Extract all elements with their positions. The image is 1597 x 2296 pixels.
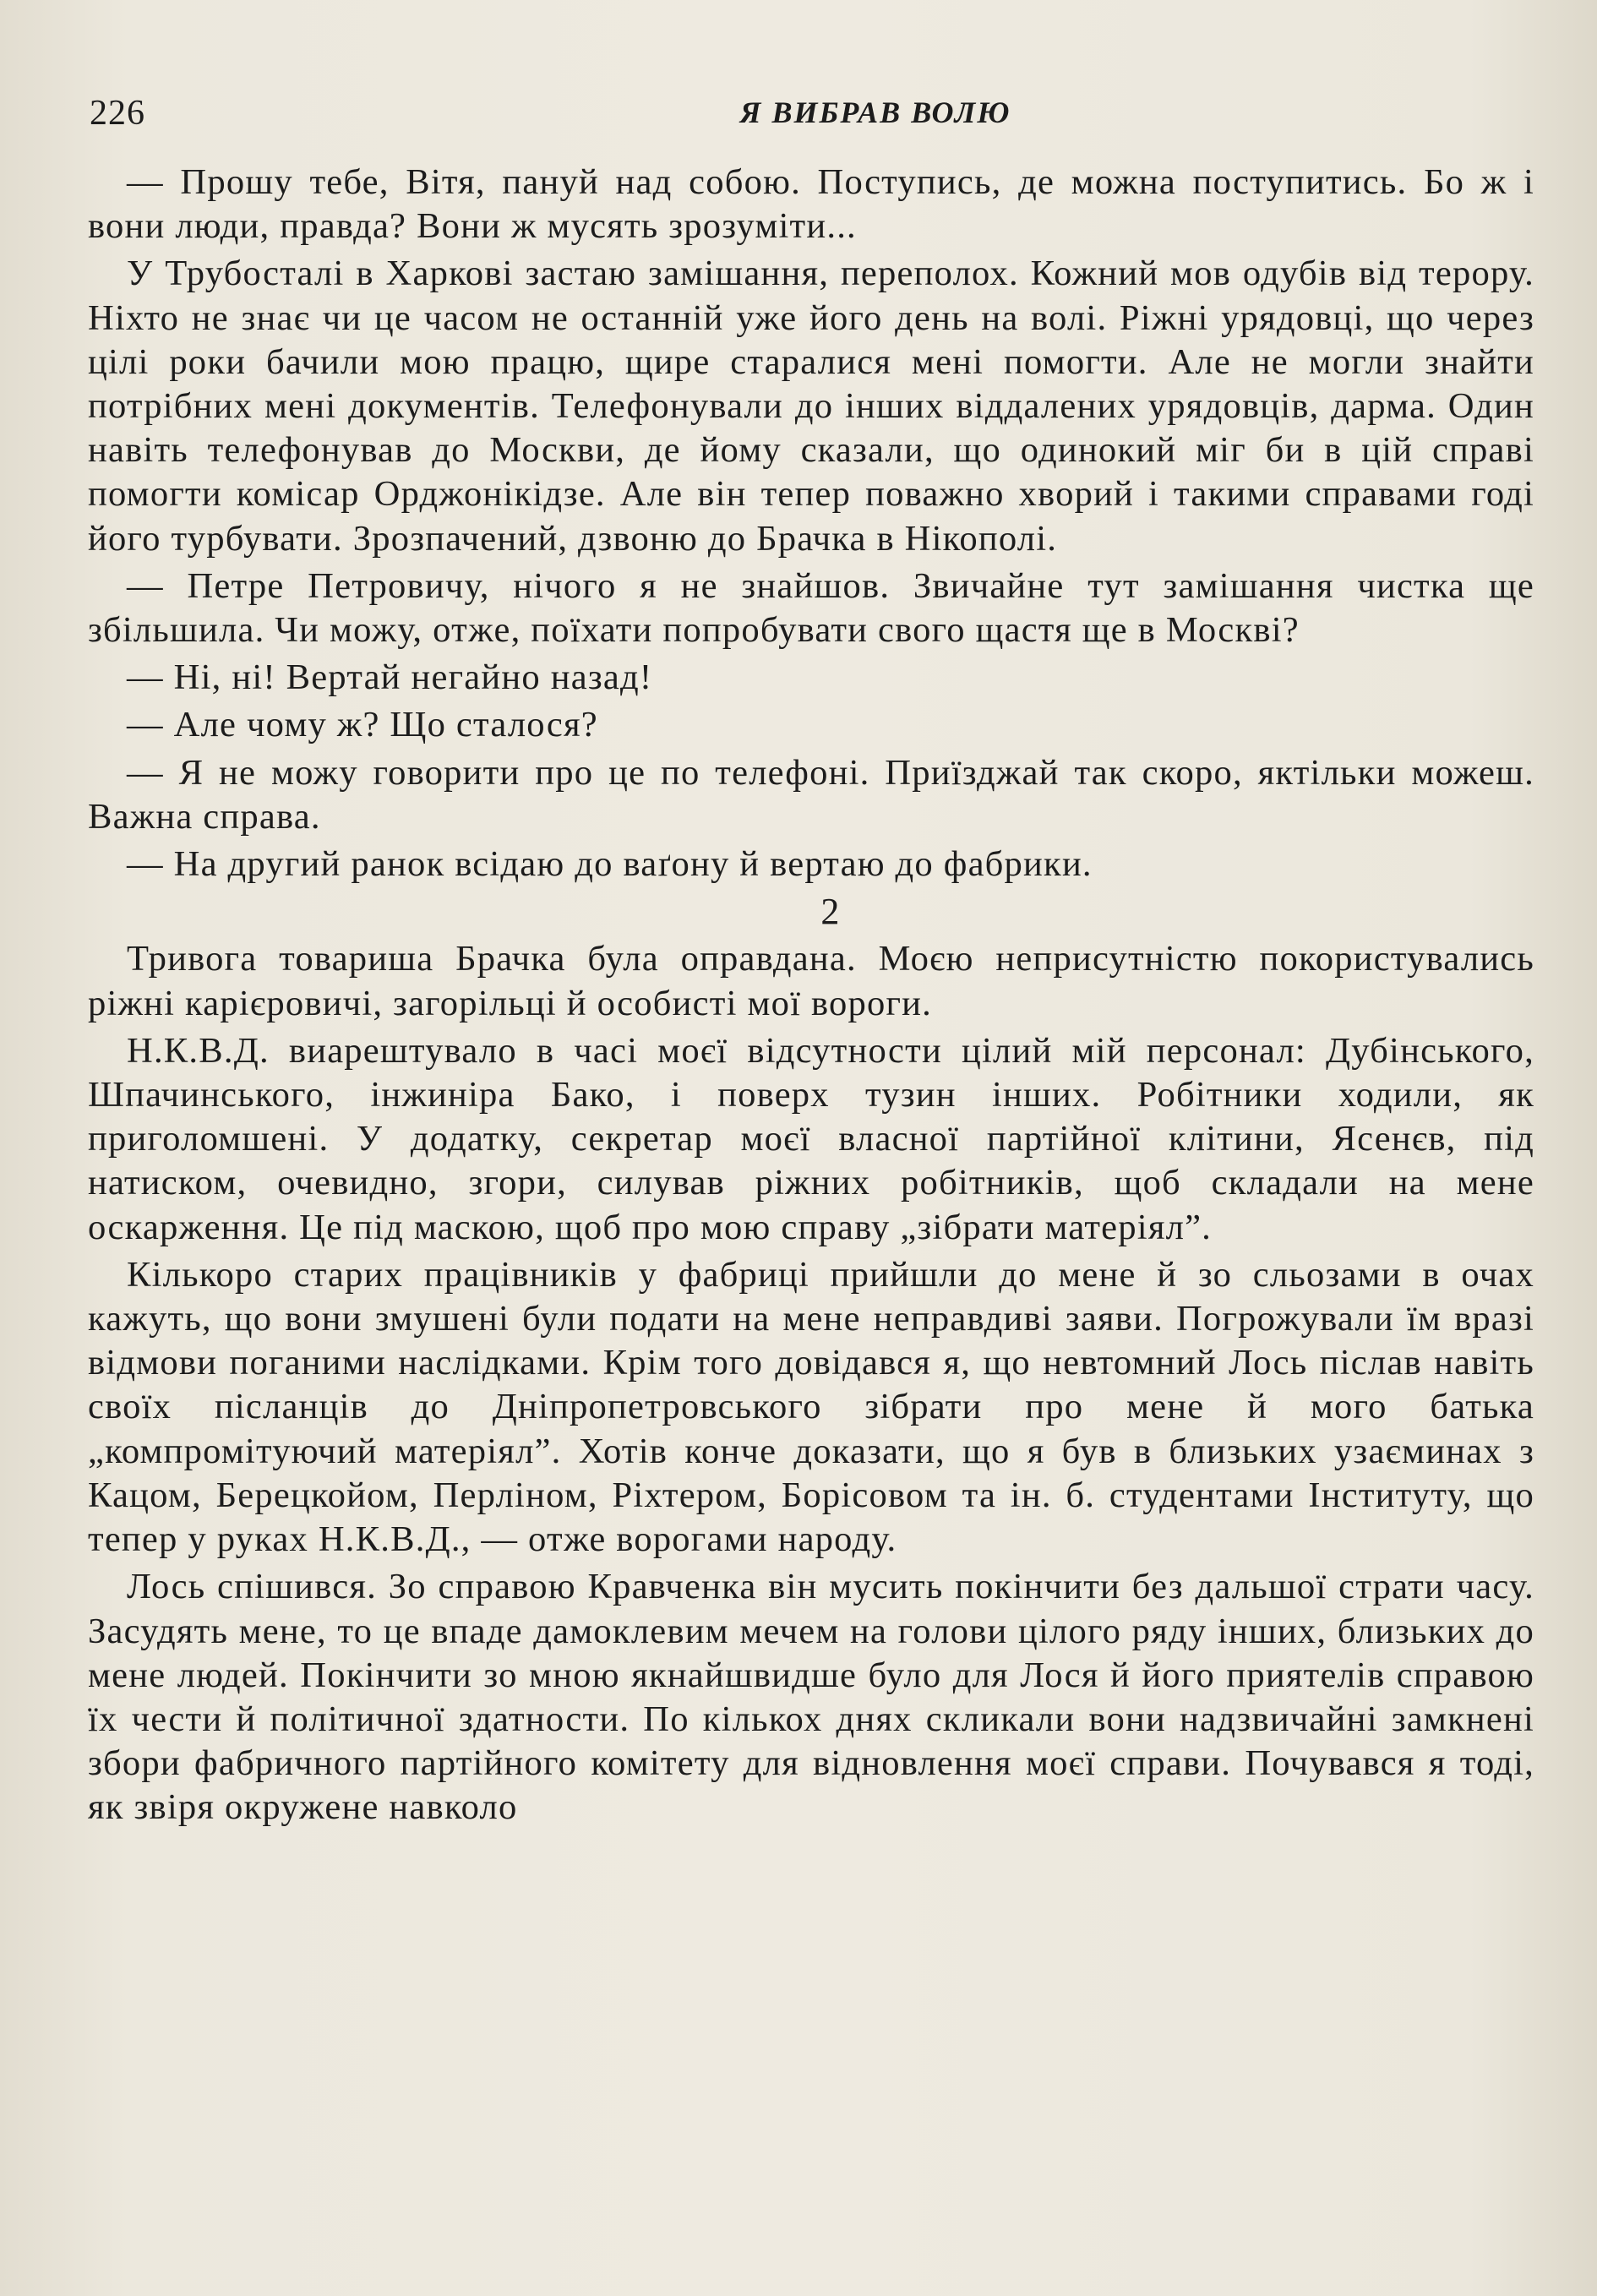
section-number: 2 <box>820 891 841 933</box>
paragraph: — Петре Петровичу, нічого я не знайшов. Звичайне тут замішання чистка ще збільшила. Чи можу, отже, поїхати попробувати свого щастя ще в Москві? <box>88 565 1534 651</box>
paragraph: — Я не можу говорити про це по телефоні. Приїзджай так скоро, яктільки можеш. Важна справа. <box>88 752 1534 837</box>
paragraph: — Прошу тебе, Вітя, пануй над собою. Поступись, де можна поступитись. Бо ж і вони люди, правда? Вони ж мусять зрозуміти... <box>88 162 1534 247</box>
paragraph: Тривога товариша Брачка була оправдана. Моєю неприсутністю покористувались ріжні карієровичі, загорільці й особисті мої вороги. <box>88 939 1534 1023</box>
paragraph: У Трубосталі в Харкові застаю замішання, переполох. Кожний мов одубів від терору. Ніхто не знає чи це часом не останній уже його день на волі. Ріжні урядовці, що через цілі роки бачили мою працю, щире старалися мені помогти. Але не могли знайти потрібних мені документів. Телефонували до інших віддалених урядовців, дарма. Один навіть телефонував до Москви, де йому сказали, що одинокий міг би в цій справі помогти комісар Орджонікідзе. Але він тепер поважно хворий і такими справами годі його турбувати. Зрозпачений, дзвоню до Брачка в Нікополі. <box>88 254 1534 559</box>
paragraph: Лось спішився. Зо справою Кравченка він мусить покінчити без дальшої страти часу. Засудять мене, то це впаде дамоклевим мечем на голови цілого ряду інших, близьких до мене людей. Покінчити зо мною якнайшвидше було для Лося й його приятелів справою їх чести й політичної здатности. По кількох днях скликали вони надзвичайні замкнені збори фабричного партійного комітету для відновлення моєї справи. Почувався я тоді, як звіря окружене навколо <box>88 1567 1534 1828</box>
page-header <box>90 93 1534 152</box>
paragraph: Н.К.В.Д. виарештувало в часі моєї відсутности цілий мій персонал: Дубінського, Шпачинського, інжиніра Бако, і поверх тузин інших. Робітники ходили, як приголомшені. У додатку, секретар моєї власної партійної клітини, Ясенєв, під натиском, очевидно, згори, силував ріжних робітників, щоб складали на мене оскарження. Це під маскою, щоб про мою справу „зібрати матеріял”. <box>88 1030 1534 1247</box>
page-body <box>88 161 1534 1834</box>
running-title: Я ВИБРАВ ВОЛЮ <box>739 95 1011 129</box>
page-number: 226 <box>90 94 145 133</box>
paragraph: — Але чому ж? Що сталося? <box>127 705 598 745</box>
paragraph: — На другий ранок всідаю до ваґону й вертаю до фабрики. <box>127 844 1093 885</box>
paragraph: — Ні, ні! Вертай негайно назад! <box>127 657 653 698</box>
paragraph: Кількоро старих працівників у фабриці прийшли до мене й зо сльозами в очах кажуть, що вони змушені були подати на мене неправдиві заяви. Погрожували їм вразі відмови поганими наслідками. Крім того довідався я, що невтомний Лось післав навіть своїх післанців до Дніпропетровського зібрати про мене й мого батька „компромітуючий матеріял”. Хотів конче доказати, що я був в близьких узаєминах з Кацом, Берецкойом, Перліном, Ріхтером, Борісовом та ін. б. студентами Інституту, що тепер у руках Н.К.В.Д., — отже ворогами народу. <box>88 1254 1534 1560</box>
